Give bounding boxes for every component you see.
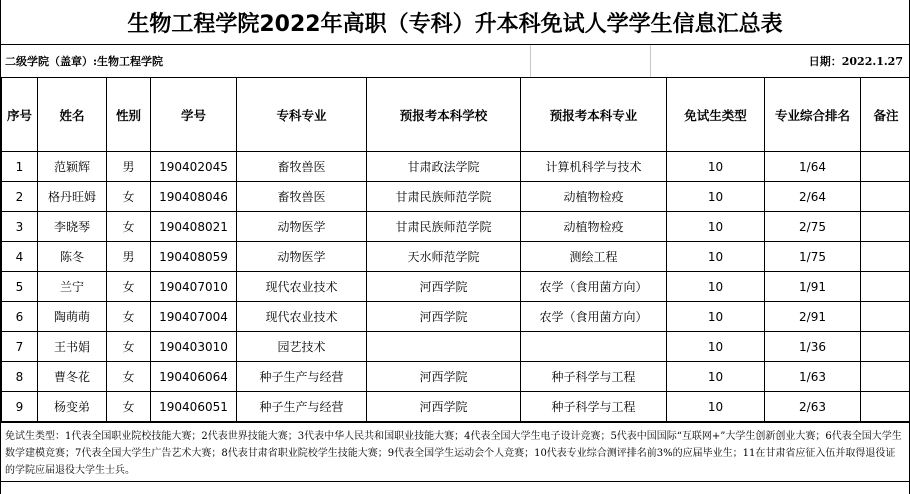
- cell-index[interactable]: 4: [2, 242, 38, 272]
- table-row: [2, 332, 910, 362]
- cell-target-major[interactable]: 农学（食用菌方向）: [521, 272, 667, 302]
- cell-remark[interactable]: [861, 302, 910, 332]
- table-row: [2, 302, 910, 332]
- cell-major[interactable]: 畜牧兽医: [237, 182, 367, 212]
- cell-target-school[interactable]: 天水师范学院: [367, 242, 521, 272]
- cell-remark[interactable]: [861, 212, 910, 242]
- cell-name[interactable]: 曹冬花: [38, 362, 107, 392]
- cell-name[interactable]: 兰宁: [38, 272, 107, 302]
- student-table: [1, 77, 910, 422]
- cell-exempt-type[interactable]: 10: [667, 242, 765, 272]
- cell-rank[interactable]: 1/75: [765, 242, 861, 272]
- cell-student-id[interactable]: 190408021: [151, 212, 237, 242]
- cell-gender[interactable]: 女: [107, 302, 151, 332]
- cell-student-id[interactable]: 190406051: [151, 392, 237, 422]
- cell-major[interactable]: 种子生产与经营: [237, 362, 367, 392]
- cell-rank[interactable]: 1/91: [765, 272, 861, 302]
- cell-target-major[interactable]: 种子科学与工程: [521, 392, 667, 422]
- cell-student-id[interactable]: 190408046: [151, 182, 237, 212]
- cell-rank[interactable]: 2/75: [765, 212, 861, 242]
- cell-exempt-type[interactable]: 10: [667, 272, 765, 302]
- header-student-id[interactable]: 学号: [151, 78, 237, 152]
- cell-index[interactable]: 8: [2, 362, 38, 392]
- cell-gender[interactable]: 男: [107, 152, 151, 182]
- cell-target-major[interactable]: 测绘工程: [521, 242, 667, 272]
- cell-target-major[interactable]: 农学（食用菌方向）: [521, 302, 667, 332]
- table-row: [2, 152, 910, 182]
- header-exempt-type[interactable]: 免试生类型: [667, 78, 765, 152]
- cell-major[interactable]: 现代农业技术: [237, 272, 367, 302]
- cell-student-id[interactable]: 190406064: [151, 362, 237, 392]
- cell-index[interactable]: 1: [2, 152, 38, 182]
- cell-remark[interactable]: [861, 392, 910, 422]
- cell-name[interactable]: 范颖辉: [38, 152, 107, 182]
- cell-exempt-type[interactable]: 10: [667, 212, 765, 242]
- header-rank[interactable]: 专业综合排名: [765, 78, 861, 152]
- cell-rank[interactable]: 1/63: [765, 362, 861, 392]
- cell-major[interactable]: 现代农业技术: [237, 302, 367, 332]
- cell-major[interactable]: 园艺技术: [237, 332, 367, 362]
- cell-target-school[interactable]: 河西学院: [367, 392, 521, 422]
- cell-exempt-type[interactable]: 10: [667, 302, 765, 332]
- cell-rank[interactable]: 1/64: [765, 152, 861, 182]
- cell-target-school[interactable]: 甘肃民族师范学院: [367, 182, 521, 212]
- header-name[interactable]: 姓名: [38, 78, 107, 152]
- cell-exempt-type[interactable]: 10: [667, 152, 765, 182]
- cell-name[interactable]: 格丹旺姆: [38, 182, 107, 212]
- empty-cell: [531, 45, 651, 77]
- header-target-major[interactable]: 预报考本科专业: [521, 78, 667, 152]
- header-gender[interactable]: 性别: [107, 78, 151, 152]
- cell-target-school[interactable]: 河西学院: [367, 302, 521, 332]
- cell-remark[interactable]: [861, 272, 910, 302]
- cell-student-id[interactable]: 190403010: [151, 332, 237, 362]
- header-remark[interactable]: 备注: [861, 78, 910, 152]
- cell-target-major[interactable]: 计算机科学与技术: [521, 152, 667, 182]
- cell-exempt-type[interactable]: 10: [667, 392, 765, 422]
- table-row: [2, 242, 910, 272]
- cell-target-major[interactable]: 种子科学与工程: [521, 362, 667, 392]
- header-major[interactable]: 专科专业: [237, 78, 367, 152]
- cell-index[interactable]: 2: [2, 182, 38, 212]
- cell-student-id[interactable]: 190407010: [151, 272, 237, 302]
- table-header-row: [2, 78, 910, 152]
- cell-target-school[interactable]: 甘肃政法学院: [367, 152, 521, 182]
- cell-remark[interactable]: [861, 242, 910, 272]
- cell-target-major[interactable]: 动植物检疫: [521, 212, 667, 242]
- date-label: 日期：2022.1.27: [808, 55, 903, 68]
- cell-major[interactable]: 动物医学: [237, 212, 367, 242]
- table-row: [2, 212, 910, 242]
- cell-student-id[interactable]: 190402045: [151, 152, 237, 182]
- cell-name[interactable]: 李晓琴: [38, 212, 107, 242]
- table-row: [2, 272, 910, 302]
- cell-gender[interactable]: 女: [107, 332, 151, 362]
- cell-major[interactable]: 动物医学: [237, 242, 367, 272]
- cell-gender[interactable]: 女: [107, 392, 151, 422]
- cell-student-id[interactable]: 190408059: [151, 242, 237, 272]
- table-row: [2, 182, 910, 212]
- table-body: [2, 152, 910, 422]
- cell-major[interactable]: 畜牧兽医: [237, 152, 367, 182]
- sub-header-row: [1, 44, 909, 77]
- cell-remark[interactable]: [861, 182, 910, 212]
- cell-gender[interactable]: 女: [107, 182, 151, 212]
- cell-target-school[interactable]: [367, 332, 521, 362]
- cell-rank[interactable]: 2/63: [765, 392, 861, 422]
- cell-name[interactable]: 陶萌萌: [38, 302, 107, 332]
- cell-gender[interactable]: 女: [107, 362, 151, 392]
- cell-exempt-type[interactable]: 10: [667, 182, 765, 212]
- cell-index[interactable]: 7: [2, 332, 38, 362]
- cell-gender[interactable]: 女: [107, 212, 151, 242]
- cell-target-major[interactable]: [521, 332, 667, 362]
- cell-remark[interactable]: [861, 362, 910, 392]
- cell-gender[interactable]: 女: [107, 272, 151, 302]
- cell-index[interactable]: 9: [2, 392, 38, 422]
- cell-rank[interactable]: 1/36: [765, 332, 861, 362]
- cell-exempt-type[interactable]: 10: [667, 362, 765, 392]
- cell-remark[interactable]: [861, 152, 910, 182]
- header-index[interactable]: 序号: [2, 78, 38, 152]
- cell-target-school[interactable]: 甘肃民族师范学院: [367, 212, 521, 242]
- cell-major[interactable]: 种子生产与经营: [237, 392, 367, 422]
- cell-index[interactable]: 6: [2, 302, 38, 332]
- cell-student-id[interactable]: 190407004: [151, 302, 237, 332]
- cell-rank[interactable]: 2/64: [765, 182, 861, 212]
- cell-exempt-type[interactable]: 10: [667, 332, 765, 362]
- footer-note: 免试生类型：1代表全国职业院校技能大赛；2代表世界技能大赛；3代表中华人民共和国职业技能大赛；4代表全国大学生电子设计竞赛；5代表中国国际“互联网+”大学生创新创业大赛；6代表全国大学生数学建模竞赛；7代表全国大学生广告艺术大赛；8代表甘肃省职业院校学生技能大赛；9代表全国学生运动会个人竞赛；10代表专业综合测评排名前3%的应届毕业生；11在甘肃省应征入伍并取得退役证的学院应届退役大学生士兵。: [1, 422, 909, 482]
- cell-name[interactable]: 杨变弟: [38, 392, 107, 422]
- cell-remark[interactable]: [861, 332, 910, 362]
- cell-name[interactable]: 王书娟: [38, 332, 107, 362]
- table-row: [2, 362, 910, 392]
- cell-index[interactable]: 3: [2, 212, 38, 242]
- cell-gender[interactable]: 男: [107, 242, 151, 272]
- page-title: 生物工程学院2022年高职（专科）升本科免试人学学生信息汇总表: [127, 11, 783, 37]
- cell-target-school[interactable]: 河西学院: [367, 362, 521, 392]
- header-target-school[interactable]: 预报考本科学校: [367, 78, 521, 152]
- table-row: [2, 392, 910, 422]
- cell-index[interactable]: 5: [2, 272, 38, 302]
- cell-target-major[interactable]: 动植物检疫: [521, 182, 667, 212]
- cell-rank[interactable]: 2/91: [765, 302, 861, 332]
- cell-target-school[interactable]: 河西学院: [367, 272, 521, 302]
- cell-name[interactable]: 陈冬: [38, 242, 107, 272]
- college-label: 二级学院（盖章）:生物工程学院: [1, 45, 531, 77]
